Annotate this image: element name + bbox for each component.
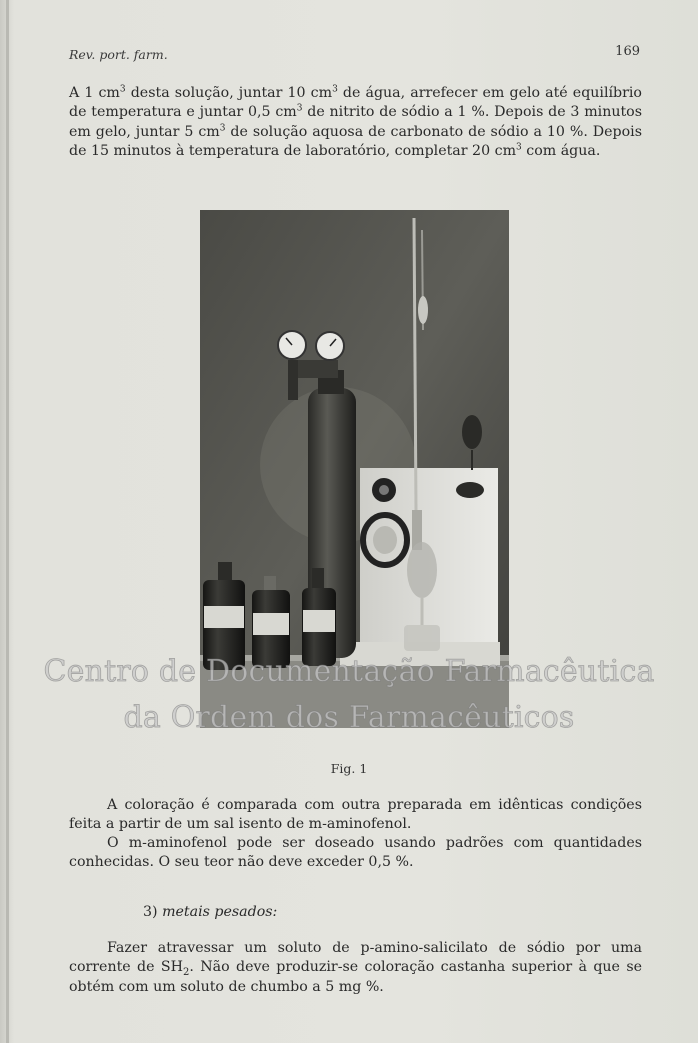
- paragraph-aminophenol: O m-aminofenol pode ser doseado usando padrões com quantidades conhecidas. O seu teor não deve exceder 0,5 %.: [69, 835, 642, 871]
- journal-header: Rev. port. farm.: [69, 47, 168, 62]
- paragraph-procedure: A 1 $cm^3$ desta solução, juntar 10 $cm^3$ de água, arrefecer em gelo até equilíbrio de temperatura e juntar 0,5 $cm^3$ de nitrito de sódio a 1 %. Depois de 3 minutos em gelo, juntar 5 $cm^3$ de solução aquosa de carbonato de sódio a 10 %. Depois de 15 minutos à temperatura de laboratório, completar 20 $cm^3$ com água.: [69, 84, 643, 159]
- watermark-line-1: Centro de Documentação Farmacêutica: [43, 654, 655, 689]
- paragraph-comparison: A coloração é comparada com outra preparada em idênticas condições feita a partir de um sal isento de m-aminofenol.: [69, 797, 642, 833]
- rubber-bulb: [462, 415, 482, 449]
- section-heading: [143, 904, 277, 920]
- paragraph-heavy-metals: Fazer atravessar um soluto de p-amino-salicilato de sódio por uma corrente de $SH_2$. Não deve produzir-se coloração castanha superior à que se obtém com um soluto de chumbo a 5 mg %.: [69, 940, 642, 995]
- figure-lab-apparatus-photo: [200, 210, 509, 728]
- figure-caption: Fig. 1: [330, 761, 368, 776]
- section-title: metais pesados:: [162, 904, 278, 920]
- page-number: 169: [615, 44, 640, 59]
- glass-bulb: [407, 542, 437, 598]
- glass-column: [414, 218, 416, 510]
- apparatus-photo-illustration: [200, 210, 509, 728]
- section-number: 3): [143, 904, 158, 920]
- watermark-line-2: da Ordem dos Farmacêuticos: [123, 700, 575, 735]
- glass-beaker: [404, 625, 440, 651]
- page-spine-shadow: [6, 0, 9, 1043]
